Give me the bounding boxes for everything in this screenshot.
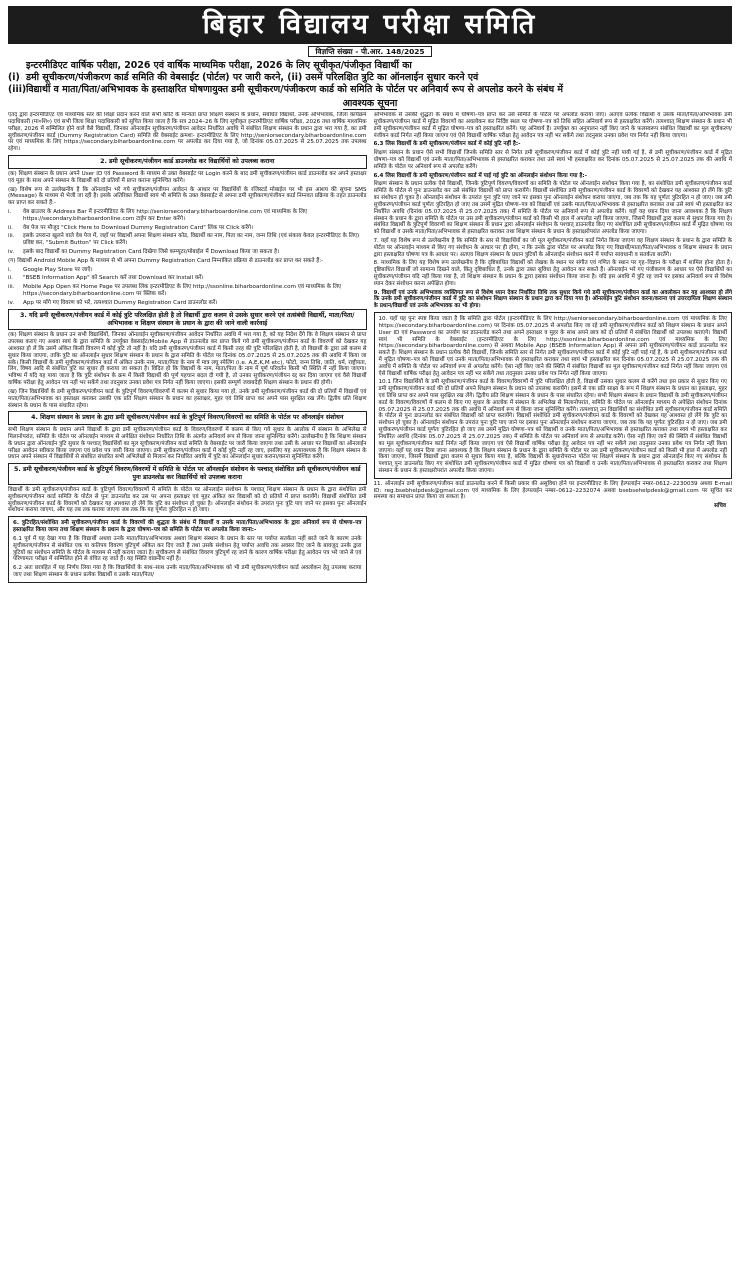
step-number: iv.	[8, 249, 15, 256]
section-5-text: विद्यार्थी के डमी सूचीकरण/पंजीयन कार्ड के त्रुटिपूर्ण विवरण/विवरणों में समिति के पोर्टल पर ऑनलाईन संशोधन के पश्चात् शिक्षण संस्थान के प्रधान के द्वारा संशोधित डमी सूचीकरण/पंजीयन कार्ड समिति के पोर्टल से पुनः डाउनलोड कर उस पर अपना हस्ताक्षर एवं मुहर अंकित कर विद्यार्थी को दो प्रतियों में प्राप्त करायेंगे। विद्यार्थी संशोधित डमी सूचीकरण/पंजीयन कार्ड के विवरणों को देखकर यह आश्वस्त हो लेंगे कि त्रुटि का संशोधन हो चुका है। ऑनलाईन संशोधन के उपरांत पुनः त्रुटि पाए जाने पर इसका पुनः ऑनलाईन संशोधन कराया जाएगा, और यह तब तक कराया जाएगा जब तक कि यह पूर्णतः त्रुटिरहित न हो जाए।	[8, 487, 367, 514]
subject-item-number: (i)	[8, 72, 20, 84]
section-4-text: सभी शिक्षण संस्थान के प्रधान अपने विद्यार्थी के द्वारा डमी सूचीकरण/पंजीयन कार्ड के विवरण/विवरणों में कलम से किए गये सुधार के आलोक में संस्थान के अभिलेख से मिलानोपरांत, समिति के पोर्टल पर ऑनलाईन माध्यम से अपेक्षित संशोधन निर्धारित तिथि के अंतर्गत अनिवार्य रूप से किया जाना सुनिश्चित करेंगे। उल्लेखनीय है कि शिक्षण संस्थान के प्रधान द्वारा ऑनलाईन त्रुटि सुधार के पश्चात् विद्यार्थियों का मूल सूचीकरण/पंजीयन कार्ड समिति के वेबसाईट पर जारी किया जाएगा तथा उसी के आधार पर विद्यार्थी का ऑनलाईन परीक्षा आवेदन स्वीकार किया जाएगा एवं प्रवेश पत्र जारी किया जाएगा। डमी सूचीकरण/पंजीयन कार्ड में कोई त्रुटि नहीं रह जाए, इसलिए यह अत्यावश्यक है कि शिक्षण संस्थान के प्रधान अपने संस्थान में विद्यार्थियों से संबंधित संधारित सभी अभिलेखों से मिलान कर निर्धारित अवधि में त्रुटि का ऑनलाईन सुधार कराना/करना सुनिश्चित करेंगे।	[8, 427, 367, 461]
step-text: वेब पेज पर मौजूद "Click Here to Download Dummy Registration Card" लिंक पर Click करेंगे।	[23, 224, 254, 231]
section-11-text: 11. ऑनलाईन डमी सूचीकरण/पंजीयन कार्ड डाउनलोड करने में किसी प्रकार की असुविधा होने पर इन्टरमीडिएट के लिए हेल्पलाईन नम्बर–0612–2230039 अथवा E-mail ID: reg.bsebhelpdesk@gmail.com एवं माध्यमिक के लिए हेल्पलाईन नम्बर–0612–2232074 अथवा bsebsehelpdesk@gmail.com पर सूचित कर समस्या का समाधान प्राप्त किया जा सकता है।	[373, 480, 732, 501]
section-4-heading: 4. शिक्षण संस्थान के प्रधान के द्वारा डमी सूचीकरण/पंजीयन कार्ड के त्रुटिपूर्ण विवरण/विवरणों का समिति के पोर्टल पर ऑनलाईन संशोधन	[8, 411, 367, 425]
section-10-box	[374, 312, 733, 479]
step-text: इसके बाद विद्यार्थी का Dummy Registration Card दिखेगा जिसे कम्प्यूटर/मोबाईल में Download किया जा सकता है।	[23, 249, 280, 256]
section-3-a: (क) शिक्षण संस्थान के प्रधान उन सभी विद्यार्थियों, जिनका ऑनलाईन सूचीकरण/पंजीयन आवेदन निर्धारित अवधि में भरा गया है, को यह निदेश देंगे कि वे शिक्षण संस्थान से प्राप्त उपलब्ध कराए गए अथवा स्वयं के द्वारा समिति के उपर्युक्त वेबसाईट/Mobile App से डाउनलोड कर प्राप्त किये गये डमी सूचीकरण/पंजीयन कार्ड के विवरणों को देखकर यह आश्वस्त हो लें कि उसमें अंकित किसी विवरण में कोई त्रुटि तो नहीं है। यदि डमी सूचीकरण/पंजीयन कार्ड में किसी तरह की त्रुटि परिलक्षित होती है, तो विद्यार्थी के द्वारा उसे कलम से सुधार किया जाएगा, ताकि त्रुटि का ऑनलाईन सुधार शिक्षण संस्थान के प्रधान के द्वारा समिति के पोर्टल पर दिनांक 05.07.2025 से 25.07.2025 तक की अवधि में किया जा सके। किसी विद्यार्थी के डमी सूचीकरण/पंजीयन कार्ड में अंकित उनके नाम, माता/पिता के नाम में मात्र लघु स्पेलिंग (i.e. A,E,K,M etc), फोटो, जन्म तिथि, जाति, धर्म, राष्ट्रीयता, लिंग, विषय आदि से संबंधित त्रुटि का सुधार ही कराया जा सकता है। विदित हो कि विद्यार्थी के नाम, माता/पिता के नाम में पूर्ण परिवर्तन किसी भी स्थिति में नहीं किया जाएगा। भविष्य में यदि यह पाया जाता है कि त्रुटि संशोधन के क्रम में किसी विद्यार्थी की पूर्ण पहचान बदल दी गयी है, तो उनका सूचीकरण/पंजीयन रद्द कर दिया जाएगा एवं वैसे विद्यार्थी वार्षिक परीक्षा हेतु आवेदन पत्र नहीं भर सकेंगे तथा तदनुसार उनका प्रवेश पत्र निर्गत नहीं किया जाएगा। इसकी सम्पूर्ण जवाबदेही शिक्षण संस्थान के प्रधान की होगी।	[8, 332, 367, 387]
app-step	[8, 267, 367, 274]
step-number: i.	[8, 208, 12, 215]
section-6-heading: 6. त्रुटिरहित/संशोधित डमी सूचीकरण/पंजीयन कार्ड के विवरणों की शुद्धता के संबंध में विद्यार्थी व उसके माता/पिता/अभिभावक के द्वारा अनिवार्य रूप से घोषणा–पत्र हस्ताक्षरित किया जाना तथा शिक्षण संस्थान के प्रधान के द्वारा घोषणा–पत्र को समिति के पोर्टल पर अपलोड किया जाना:-	[13, 520, 362, 534]
subject-item-text: विद्यार्थी व माता/पिता/अभिभावक के हस्ताक्षरित घोषणायुक्त डमी सूचीकरण/पंजीकरण कार्ड को समिति के पोर्टल पर अनिवार्य रूप से अपलोड करने के संबंध में	[26, 84, 564, 96]
app-step	[8, 284, 367, 298]
section-6-4-text: शिक्षण संस्थान के प्रधान प्रत्येक ऐसे विद्यार्थी, जिनके त्रुटिपूर्ण विवरण/विवरणों का समिति के पोर्टल पर ऑनलाईन संशोधन किया गया है, का संशोधित डमी सूचीकरण/पंजीयन कार्ड समिति के पोर्टल से पुनः डाउनलोड कर उसे संबंधित विद्यार्थी को प्राप्त करायेंगे। विद्यार्थी संशोधित डमी सूचीकरण/पंजीयन कार्ड के विवरणों को देखकर यह आश्वस्त हो लेंगे कि त्रुटि का संशोधन हो चुका है। ऑनलाईन संशोधन के उपरांत पुनः त्रुटि पाए जाने पर इसका पुनः ऑनलाईन संशोधन कराया जाएगा, जब तक कि यह पूर्णतः त्रुटिरहित न हो जाए। जब डमी सूचीकरण/पंजीयन कार्ड पूर्णतः त्रुटिरहित हो जाए तब उसमें मुद्रित घोषणा–पत्र को विद्यार्थी एवं उसके माता/पिता/अभिभावक से हस्ताक्षरित कराकर तथा उसे स्वयं भी हस्ताक्षरित कर निर्धारित अवधि (दिनांक 05.07.2025 से 25.07.2025 तक) में समिति के पोर्टल पर अनिवार्य रूप से अपलोड करेंगे। यहाँ यह ध्यान दिया जाना आवश्यक है कि शिक्षण संस्थान के प्रधान के द्वारा समिति के पोर्टल पर उस डमी सूचीकरण/पंजीयन कार्ड को किसी भी हाल में अपलोड नहीं किया जाएगा, जिसमें विद्यार्थी द्वारा कलम से सुधार किया गया है। संबंधित विद्यार्थी के त्रुटिपूर्ण विवरणों का शिक्षण संस्थान के प्रधान द्वारा ऑनलाईन संशोधन के पश्चात् डाउनलोड किए गए संशोधित डमी सूचीकरण/पंजीयन कार्ड में मुद्रित घोषणा पत्र को विद्यार्थी व उसके माता/पिता/अभिभावक से हस्ताक्षरित कराकर तथा शिक्षण संस्थान के प्रधान के हस्ताक्षरोपरांत अपलोड किया जाएगा।	[373, 181, 732, 236]
section-10-text: 10. यहाँ यह पुनः स्पष्ट किया जाता है कि समिति द्वारा पोर्टल (इन्टरमीडिएट के लिए http://seniorsecondary.biharboardonline.com एवं माध्यमिक के लिए https://secondary.biharboardonline.com) पर दिनांक 05.07.2025 से अपलोड किए जा रहे डमी सूचीकरण/पंजीयन कार्ड को शिक्षण संस्थान के प्रधान अपने User ID एवं Password का उपयोग कर डाउनलोड करने तथा अपने हस्ताक्षर व मुहर के साथ अपने छात्र को दो प्रतियों में संबंधित विद्यार्थी को उपलब्ध कराएंगे। विद्यार्थी स्वयं भी समिति के वेबसाईट (इन्टरमीडिएट के लिए http://ssonline.biharboardonline.com एवं माध्यमिक के लिए https://secondary.biharboardonline.com) से अथवा Mobile App (BSEB Information App) से अपना डमी सूचीकरण/पंजीयन कार्ड डाउनलोड कर सकते हैं। शिक्षण संस्थान के प्रधान प्रत्येक वैसे विद्यार्थी, जिनके समिति स्तर से निर्गत डमी सूचीकरण/पंजीयन कार्ड में कोई त्रुटि नहीं पाई गई है, के डमी सूचीकरण/पंजीयन कार्ड में मुद्रित घोषणा–पत्र को विद्यार्थी एवं उनके माता/पिता/अभिभावक से हस्ताक्षरित कराकर तथा स्वयं भी हस्ताक्षरित कर दिनांक 05.07.2025 से 25.07.2025 तक की अवधि में समिति के पोर्टल पर अनिवार्य रूप से अपलोड करेंगे। ऐसा नहीं किए जाने की स्थिति में संबंधित विद्यार्थी का मूल सूचीकरण/पंजीयन कार्ड निर्गत नहीं किया जाएगा एवं ऐसे विद्यार्थी वार्षिक परीक्षा हेतु आवेदन पत्र नहीं भर सकेंगे तथा तदनुसार उनका प्रवेश पत्र निर्गत नहीं किया जाएगा।	[378, 316, 727, 377]
download-step	[8, 249, 367, 256]
step-number: iii.	[8, 233, 15, 240]
section-2-b: (ख) विशेष रूप से उल्लेखनीय है कि ऑनलाईन भरे गये सूचीकरण/पंजीयन आवेदन के आधार पर विद्यार्थियों के रजिस्टर्ड मोबाईल पर भी इस आशय की सूचना SMS (Message) के माध्यम से भेजी जा रही है। इसके अतिरिक्त विद्यार्थी स्वयं भी समिति के उक्त वेबसाईट से अपना डमी सूचीकरण/पंजीयन कार्ड निम्नवत प्रक्रिया के तहत डाउनलोड कर प्राप्त कर सकते हैं:-	[8, 186, 367, 207]
subject-item	[8, 72, 732, 84]
step-text: वेब ब्राउजर के Address Bar में इन्टरमीडिएट के लिए http://seniorsecondary.biharboardonline.com एवं माध्यमिक के लिए https://secondary.biharboardonline.com टाईप कर Enter करेंगे।	[23, 208, 308, 222]
subject-item-text: डमी सूचीकरण/पंजीकरण कार्ड समिति की वेबसाईट (पोर्टल) पर जारी करने, (ii) उसमें परिलक्षित त्रुटि का ऑनलाईन सुधार करने एवं	[26, 72, 479, 84]
step-number: i.	[8, 266, 12, 273]
subject-lead: इन्टरमीडिएट वार्षिक परीक्षा, 2026 एवं वार्षिक माध्यमिक परीक्षा, 2026 के लिए सूचीकृत/पंजीकृत विद्यार्थी का	[26, 60, 412, 72]
app-step	[8, 275, 367, 282]
download-step	[8, 233, 367, 247]
signatory: सचिव	[714, 503, 726, 510]
reference-number	[8, 46, 732, 57]
section-8-text: 8. माध्यमिक के लिए यह विशेष रूप उल्लेखनीय है कि दृष्टिबाधित विद्यार्थी को लेखक के स्थान पर संगीत एवं गणित के स्थान पर गृह–विज्ञान के परीक्षा में शामिल होना होता है। दृष्टिबाधित विद्यार्थी जो सामान्य दिखने वाले, किंतु दृष्टिबाधित हैं, उनके द्वारा उक्त सुविधा हेतु आवेदन कर सकते हैं। ऑनलाईन भरे गए पंजीकरण के आधार पर ऐसे विद्यार्थियों का सूचीकरण/पंजीयन यदि नहीं किया गया है, तो शिक्षण संस्थान के प्रधान के द्वारा इसका संशोधन किया जाना है। यदि इस अवधि में त्रुटि रह जाने पर इसका अनिवार्य रूप से विशेष ध्यान देकर संशोधन करना अपेक्षित होगा।	[373, 260, 732, 287]
section-6-box	[8, 516, 367, 583]
section-6-2: 6.2 अतः छात्रहित में यह निर्णय लिया गया है कि विद्यार्थियों के साथ–साथ उनके माता/पिता/अभिभावक को भी डमी सूचीकरण/पंजीयन कार्ड अवलोकन हेतु उपलब्ध कराया जाए तथा शिक्षण संस्थान के प्रधान प्रत्येक विद्यार्थी व उसके माता/पिता/	[13, 565, 362, 578]
reference-text: विज्ञप्ति संख्या - पी.आर. 148/2025	[308, 46, 431, 57]
download-step	[8, 225, 367, 232]
right-column	[374, 112, 733, 1210]
subject-item-number: (iii)	[8, 84, 27, 96]
subject-item	[8, 84, 732, 96]
download-step	[8, 209, 367, 223]
step-number: iii.	[8, 284, 15, 291]
section-6-4-heading: 6.4 जिस विद्यार्थी के डमी सूचीकरण/पंजीयन कार्ड में पाई गई त्रुटि का ऑनलाईन संशोधन किया गया है:-	[373, 172, 587, 179]
step-text: "BSEB Information App" को Search करें तथा Download कर Install करें।	[23, 275, 204, 282]
step-number: iv.	[8, 299, 15, 306]
notice-body	[8, 112, 732, 1210]
step-text: Google Play Store पर जाएँ।	[23, 266, 93, 273]
board-title: बिहार विद्यालय परीक्षा समिति	[8, 6, 732, 44]
section-6-3-heading: 6.3 जिस विद्यार्थी के डमी सूचीकरण/पंजीयन कार्ड में कोई त्रुटि नहीं है:-	[373, 141, 521, 148]
step-number: ii.	[8, 224, 13, 231]
section-6-continued: अभिभावक से उसकी शुद्धता के संबंध में घोषणा–पत्र प्राप्त कर उसे समिति के पोर्टल पर अपलोड कराया जाए। अतएव प्रत्येक विद्यार्थी व उसके माता/पिता/अभिभावक डमी सूचीकरण/पंजीयन कार्ड में मुद्रित विवरणों का अवलोकन कर निर्दिष्ट स्थल पर घोषणा–पत्र को तिथि सहित अनिवार्य रूप से हस्ताक्षरित करेंगे। तत्पश्चात् शिक्षण संस्थान के प्रधान भी डमी सूचीकरण/पंजीयन कार्ड में मुद्रित घोषणा–पत्र को हस्ताक्षरित करेंगे। यह अनिवार्य है। उपर्युक्त का अनुपालन नहीं किए जाने के फलस्वरूप संबंधित विद्यार्थी का मूल सूचीकरण/पंजीयन कार्ड निर्गत नहीं किया जाएगा एवं ऐसे विद्यार्थी वार्षिक परीक्षा हेतु आवेदन पत्र नहीं भर सकेंगे तथा तदनुसार उनका प्रवेश पत्र निर्गत नहीं किया जाएगा।	[373, 112, 732, 139]
notice-heading	[8, 98, 732, 109]
section-6-1: 6.1 पूर्व में यह देखा गया है कि विद्यार्थी अथवा उनके माता/पिता/अभिभावक अथवा शिक्षण संस्थान के प्रधान के स्तर पर पर्याप्त सतर्कता नहीं बरते जाने के कारण उनके सूचीकरण/पंजीयन से संबंधित एक या कतिपय विवरण त्रुटिपूर्ण अंकित कर दिए जाते हैं तथा उसके संशोधन हेतु पर्याप्त अवधि तक अवसर दिए जाने के बावजूद उनके द्वारा त्रुटियों का संशोधन समिति के पोर्टल के माध्यम से नहीं कराया जाता है। सूचीकरण से संबंधित विवरण त्रुटिपूर्ण रह जाने के कारण वार्षिक परीक्षा हेतु आवेदन पत्र भरे जाने से एवं परिणामतः परीक्षा में सम्मिलित होने से वंचित रह जाते हैं। यह स्थिति वांछनीय नहीं है।	[13, 535, 362, 563]
section-7-text: 7. यहाँ यह विशेष रूप से उल्लेखनीय है कि समिति के स्तर से विद्यार्थियों का जो मूल सूचीकरण/पंजीयन कार्ड निर्गत किया जाएगा वह शिक्षण संस्थान के प्रधान के द्वारा समिति के पोर्टल पर ऑनलाईन माध्यम से किए गए संशोधन के आधार पर ही होगा, न कि उनके द्वारा पोर्टल पर अपलोड किए गए विद्यार्थी/माता/पिता/अभिभावक व शिक्षण संस्थान के प्रधान द्वारा हस्ताक्षरित घोषणा पत्र के आधार पर। अतएव शिक्षण संस्थान के प्रधान त्रुटियों के ऑनलाईन संशोधन करने में पर्याप्त सावधानी व सतर्कता बरतेंगे।	[373, 237, 732, 258]
section-3-heading: 3. यदि डमी सूचीकरण/पंजीयन कार्ड में कोई त्रुटि परिलक्षित होती है तो विद्यार्थी द्वारा कलम से उसके सुधार करने एवं तत्संबंधी विद्यार्थी, माता/पिता/अभिभावक व शिक्षण संस्थान के प्रधान के द्वारा की जाने वाली कार्रवाई	[8, 309, 367, 331]
notice-subject	[8, 60, 732, 97]
section-5-heading: 5. डमी सूचीकरण/पंजीयन कार्ड के त्रुटिपूर्ण विवरण/विवरणों में समिति के पोर्टल पर ऑनलाईन संशोधन के पश्चात् संशोधित डमी सूचीकरण/पंजीयन कार्ड पुनः डाउनलोड कर विद्यार्थियों को उपलब्ध कराना	[8, 463, 367, 485]
step-text: App पर माँगे गए विवरण को भरें, तत्पश्चात Dummy Registration Card डाउनलोड करें।	[23, 299, 218, 306]
section-2-a: (क) शिक्षण संस्थान के प्रधान अपने User ID एवं Password के माध्यम से उक्त वेबसाईट पर Login करने के बाद डमी सूचीकरण/पंजीयन कार्ड डाउनलोड कर अपने हस्ताक्षर एवं मुहर के साथ अपने संस्थान के विद्यार्थी को दो प्रतियों में प्राप्त कराना सुनिश्चित करेंगे।	[8, 170, 367, 184]
app-step	[8, 300, 367, 307]
step-number: ii.	[8, 275, 13, 282]
section-3-b: (ख) जिन विद्यार्थियों के डमी सूचीकरण/पंजीयन कार्ड के त्रुटिपूर्ण विवरण/विवरणों में कलम से सुधार किया गया हो, उनके डमी सूचीकरण/पंजीयन कार्ड की दो प्रतियों में विद्यार्थी एवं माता/पिता/अभिभावक का हस्ताक्षर कराकर उसकी एक प्रति शिक्षण संस्थान के प्रधान का हस्ताक्षर, मुहर एवं तिथि प्राप्त कर अपने पास सुरक्षित रख लेंगे। द्वितीय प्रति शिक्षण संस्थान के प्रधान के पास संधारित रहेगा।	[8, 388, 367, 409]
section-6-3-text: शिक्षण संस्थान के प्रधान ऐसे सभी विद्यार्थी जिनके समिति स्तर से निर्गत डमी सूचीकरण/पंजीयन कार्ड में कोई त्रुटि नहीं पायी गई है, से डमी सूचीकरण/पंजीयन कार्ड में मुद्रित घोषणा–पत्र को विद्यार्थी एवं उनके माता/पिता/अभिभावक से हस्ताक्षरित कराकर तथा उसे स्वयं भी हस्ताक्षरित कर दिनांक 05.07.2025 से 25.07.2025 तक की अवधि में समिति के पोर्टल पर अनिवार्य रूप से अपलोड करेंगे।	[373, 150, 732, 170]
section-2-heading: 2. डमी सूचीकरण/पंजीयन कार्ड डाउनलोड कर विद्यार्थियों को उपलब्ध कराना	[8, 155, 367, 169]
section-10-1-text: 10.1 जिन विद्यार्थियों के डमी सूचीकरण/पंजीयन कार्ड के विवरण/विवरणों में त्रुटि परिलक्षित होती है, विद्यार्थी उसका सुधार कलम से करेंगे तथा इस प्रकार से सुधार किए गए डमी सूचीकरण/पंजीयन कार्ड की दो प्रतियों अपने शिक्षण संस्थान के प्रधान को उपलब्ध करायेंगे। इसमें से एक प्रति साक्ष्य के रूप में शिक्षण संस्थान के प्रधान का हस्ताक्षर, मुहर एवं तिथि प्राप्त कर अपने पास सुरक्षित रख लेंगे। द्वितीय प्रति शिक्षण संस्थान के प्रधान के पास संधारित रहेगा। सभी शिक्षण संस्थान के प्रधान विद्यार्थी के डमी सूचीकरण/पंजीयन कार्ड के विवरण/विवरणों में कलम से किए गए सुधार के आलोक में संस्थान के अभिलेख से मिलानोपरांत, समिति के पोर्टल पर ऑनलाईन माध्यम से अपेक्षित संशोधन दिनांक 05.07.2025 से 25.07.2025 तक की अवधि में अनिवार्य रूप से किया जाना सुनिश्चित करेंगे। तत्पश्चात् उन विद्यार्थियों का संशोधित डमी सूचीकरण/पंजीयन कार्ड समिति के पोर्टल से पुनः डाउनलोड कर संबंधित विद्यार्थी को प्राप्त करायेंगे। विद्यार्थी संशोधित डमी सूचीकरण/पंजीयन कार्ड के विवरणों को देखकर यह आश्वस्त हो लेंगे कि त्रुटि का संशोधन हो चुका है। ऑनलाईन संशोधन के उपरांत पुनः त्रुटि पाए जाने पर इसका पुनः ऑनलाईन संशोधन कराया जाएगा, जब तक कि यह पूर्णतः त्रुटिरहित न हो जाए। जब डमी सूचीकरण/पंजीयन कार्ड पूर्णतः त्रुटिरहित हो जाए तब उसमें मुद्रित घोषणा–पत्र को विद्यार्थी व उनके माता/पिता/अभिभावक से हस्ताक्षरित कराकर तथा स्वयं भी हस्ताक्षरित कर निर्धारित अवधि (दिनांक 05.07.2025 से 25.07.2025 तक) में समिति के पोर्टल पर अनिवार्य रूप से अपलोड करेंगे। ऐसा नहीं किए जाने की स्थिति में संबंधित विद्यार्थी का मूल सूचीकरण/पंजीयन कार्ड निर्गत नहीं किया जाएगा एवं ऐसे विद्यार्थी वार्षिक परीक्षा हेतु आवेदन पत्र नहीं भर सकेंगे तथा तदनुसार उनका प्रवेश पत्र निर्गत नहीं किया जाएगा। यहाँ यह ध्यान दिया जाना आवश्यक है कि शिक्षण संस्थान के प्रधान के द्वारा समिति के पोर्टल पर उस डमी सूचीकरण/पंजीयन कार्ड को किसी भी हाल में अपलोड नहीं किया जाएगा, जिसमें विद्यार्थी द्वारा कलम से सुधार किया गया है, बल्कि विद्यार्थी के सुधारोपरान्त पोर्टल पर शिक्षण संस्थान के प्रधान द्वारा ऑनलाईन किए गए संशोधन के पश्चात् पुनः डाउनलोड किए गए संशोधित डमी सूचीकरण/पंजीयन कार्ड में मुद्रित घोषणा पत्र को विद्यार्थी व उनके माता/पिता/अभिभावक से हस्ताक्षरित कराकर तथा शिक्षण संस्थान के प्रधान के हस्ताक्षरोपरांत अपलोड किया जाएगा।	[378, 379, 727, 474]
section-2-c: (ग) विद्यार्थी Android Mobile App के माध्यम से भी अपना Dummy Registration Card निम्नांकित प्रक्रिया से डाउनलोड कर प्राप्त कर सकते हैं:-	[8, 257, 324, 264]
notice-heading-text: आवश्यक सूचना	[342, 97, 398, 109]
opening-paragraph: एतद् द्वारा इन्टरमीडिएट एवं माध्यमिक स्तर की शिक्षा प्रदान करने वाले सभी कोटि के मान्यता प्राप्त शिक्षण संस्थान के प्रधान, संबंधित विद्यार्थी, उनके अभिभावक, जिला कार्यक्रम पदाधिकारी (मा०शि०) एवं सभी जिला शिक्षा पदाधिकारी को सूचित किया जाता है कि सत्र 2024–26 के लिए सूचीकृत इन्टरमीडिएट वार्षिक परीक्षा, 2026 तथा वार्षिक माध्यमिक परीक्षा, 2026 में सम्मिलित होने वाले वैसे विद्यार्थी, जिनका ऑनलाईन सूचीकरण/पंजीयन आवेदन निर्धारित अवधि में संबंधित शिक्षण संस्थान के प्रधान द्वारा भरा गया है, का डमी सूचीकरण/पंजीयन कार्ड (Dummy Registration Card) समिति की वेबसाईट क्रमशः- इन्टरमीडिएट के लिए http://seniorsecondary.biharboardonline.com पर एवं माध्यमिक के लिए https://secondary.biharboardonline.com पर अपलोड कर दिया गया है, जो दिनांक 05.07.2025 से 25.07.2025 तक उपलब्ध रहेगा।	[8, 112, 367, 153]
step-text: इसके उपरान्त खुलने वाले वेब पेज में, जहाँ पर विद्यार्थी अपना शिक्षण संस्थान कोड, विद्यार्थी का नाम, पिता का नाम, जन्म तिथि (एवं संकाय केवल इन्टरमीडिएट के लिए) प्रविष्ट कर, "Submit Button" पर Click करेंगे।	[23, 233, 360, 247]
step-text: Mobile App Open कर Home Page पर उपलब्ध लिंक इन्टरमीडिएट के लिए http://ssonline.biharboardonline.com एवं माध्यमिक के लिए https://secondary.biharboardonline.com पर क्लिक करें।	[23, 284, 342, 298]
left-column	[8, 112, 367, 1210]
section-9-text: 9. विद्यार्थी एवं उनके अभिभावक व्यक्तिगत रूप से विशेष ध्यान देकर निर्धारित तिथि तक सुधार किये गये डमी सूचीकरण/पंजीयन कार्ड का अवलोकन कर यह आश्वस्त हो लेंगे कि उनके डमी सूचीकरण/पंजीयन कार्ड में त्रुटि का संशोधन शिक्षण संस्थान के प्रधान द्वारा कर दिया गया है। ऑनलाईन त्रुटि संशोधन करना/कराना एवं उत्तरदायित्व शिक्षण संस्थान के प्रधान/विद्यार्थी एवं उनके अभिभावक का भी होगा।	[373, 289, 732, 310]
